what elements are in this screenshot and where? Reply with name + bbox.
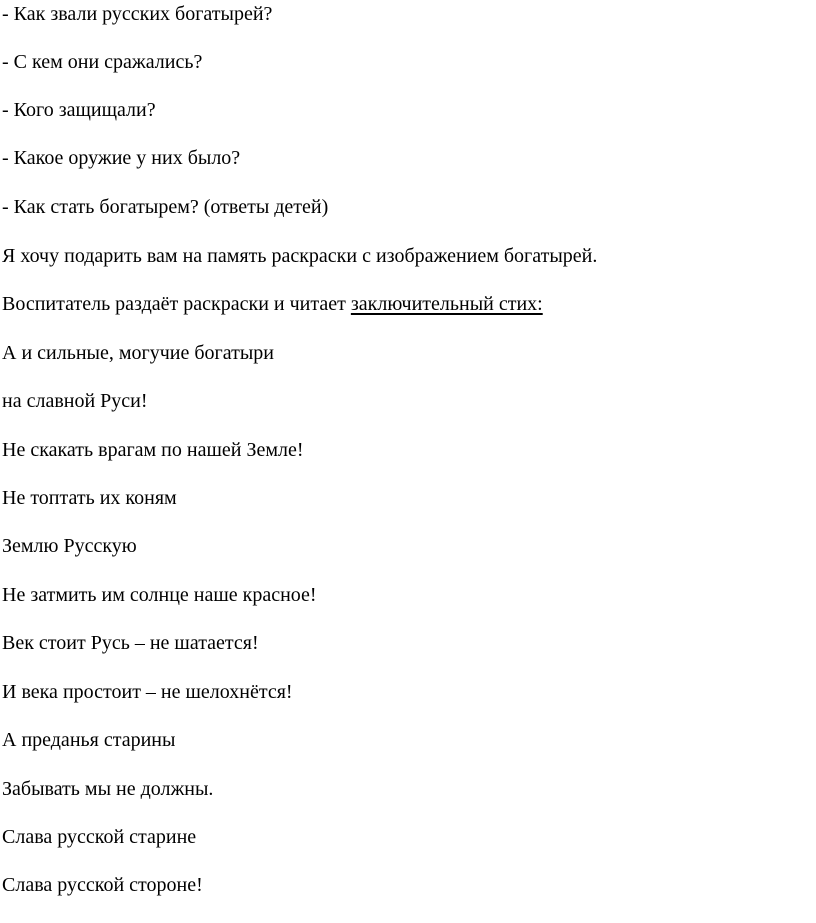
poem-line-3: Не скакать врагам по нашей Земле!	[2, 439, 304, 461]
poem-line-2: на славной Руси!	[2, 390, 148, 412]
question-4: - Какое оружие у них было?	[2, 147, 241, 169]
teacher-line	[2, 290, 543, 318]
poem-line-7: Век стоит Русь – не шатается!	[2, 632, 259, 654]
question-5: - Как стать богатырем? (ответы детей)	[2, 196, 329, 218]
poem-line-10: Забывать мы не должны.	[2, 778, 214, 800]
poem-line-4: Не топтать их коням	[2, 487, 177, 509]
poem-line-8: И века простоит – не шелохнётся!	[2, 681, 293, 703]
teacher-line-underlined: заключительный стих:	[350, 293, 543, 315]
poem-line-1: А и сильные, могучие богатыри	[2, 342, 274, 364]
question-1: - Как звали русских богатырей?	[2, 3, 273, 25]
question-2: - С кем они сражались?	[2, 51, 203, 73]
poem-line-5: Землю Русскую	[2, 535, 137, 557]
teacher-line-prefix: Воспитатель раздаёт раскраски и читает	[2, 293, 351, 315]
intro-paragraph: Я хочу подарить вам на память раскраски с изображением богатырей.	[2, 245, 598, 267]
poem-line-12: Слава русской стороне!	[2, 874, 203, 896]
poem-line-11: Слава русской старине	[2, 826, 197, 848]
question-3: - Кого защищали?	[2, 99, 156, 121]
poem-line-6: Не затмить им солнце наше красное!	[2, 584, 317, 606]
poem-line-9: А преданья старины	[2, 729, 176, 751]
